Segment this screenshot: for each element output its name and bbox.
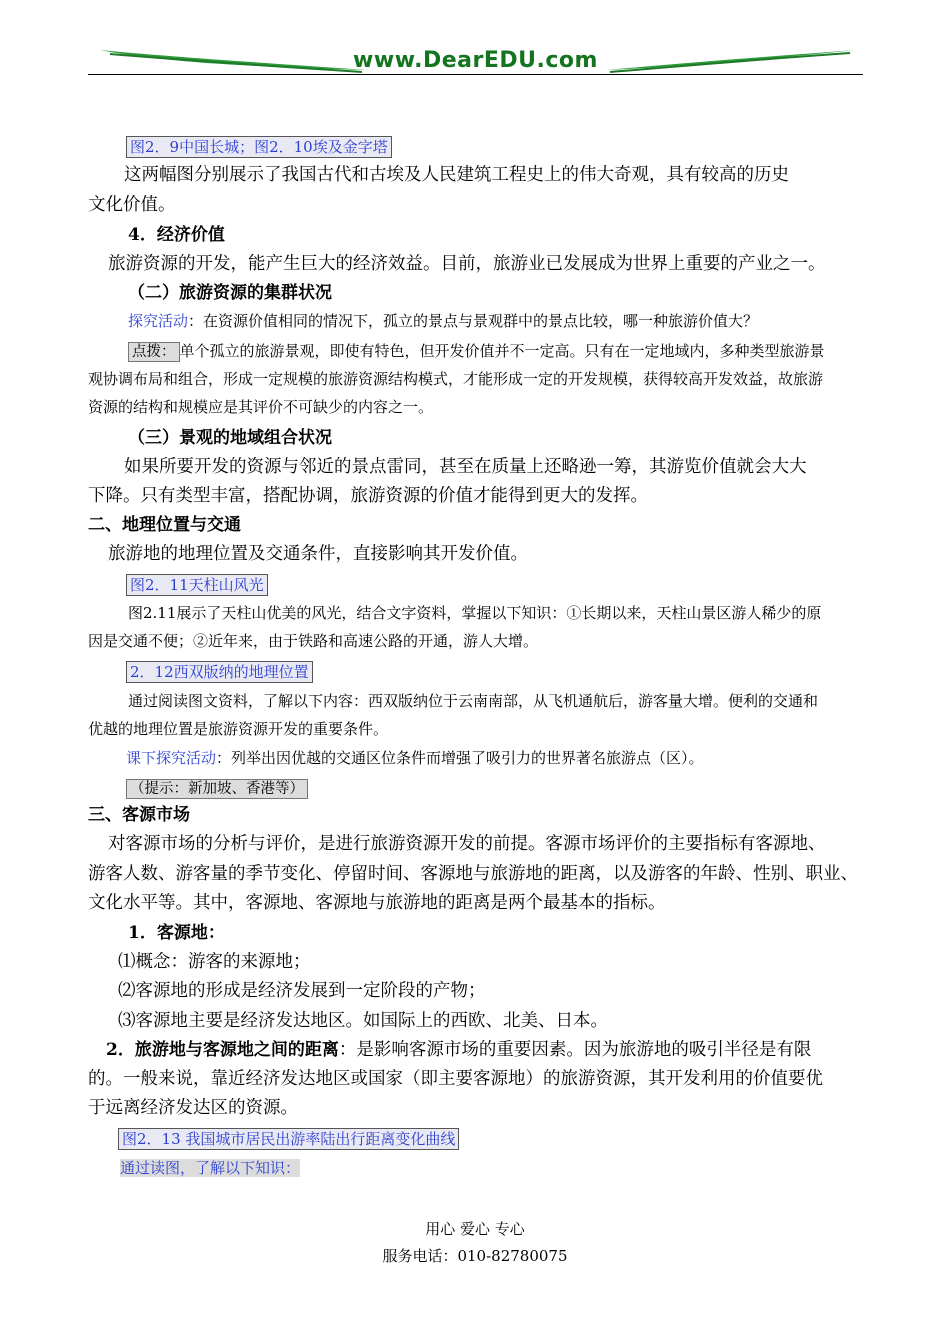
paragraph-line: 旅游资源的开发，能产生巨大的经济效益。目前，旅游业已发展成为世界上重要的产业之一。 xyxy=(108,254,826,274)
footer-phone: 服务电话：010-82780075 xyxy=(382,1247,568,1265)
tip-line: 资源的结构和规模应是其评价不可缺少的内容之一。 xyxy=(88,398,434,416)
paragraph-line: 通过阅读图文资料，了解以下内容：西双版纳位于云南南部，从飞机通航后，游客量大增。便利的交通和 xyxy=(128,692,819,710)
paragraph-line: 因是交通不便；②近年来，由于铁路和高速公路的开通，游人大增。 xyxy=(88,632,539,650)
read-figure-note: 通过读图，了解以下知识： xyxy=(120,1159,301,1177)
page-header xyxy=(88,44,863,78)
header-rule xyxy=(88,74,863,75)
paragraph-line: 文化水平等。其中，客源地、客源地与旅游地的距离是两个最基本的指标。 xyxy=(88,893,666,913)
figure-caption-2-13: 图2．13 我国城市居民出游率陆出行距离变化曲线 xyxy=(118,1128,459,1150)
section-heading-cluster: （二）旅游资源的集群状况 xyxy=(128,283,332,303)
subsection-heading-source: 1．客源地： xyxy=(128,923,225,943)
figure-caption-2-11: 图2．11天柱山风光 xyxy=(126,574,268,596)
paragraph-line: 于远离经济发达区的资源。 xyxy=(88,1098,298,1118)
site-logo[interactable]: www.DearEDU.com xyxy=(353,48,598,73)
figure-caption-2-9: 图2．9中国长城；图2．10埃及金字塔 xyxy=(126,136,392,158)
hint-box: （提示：新加坡、香港等） xyxy=(126,778,308,799)
section-heading-location: 二、地理位置与交通 xyxy=(88,515,241,535)
paragraph-line: 的。一般来说，靠近经济发达地区或国家（即主要客源地）的旅游资源，其开发利用的价值要优 xyxy=(88,1069,823,1089)
tip-label: 点拨： xyxy=(128,342,180,362)
list-item: ⑴概念：游客的来源地； xyxy=(118,952,311,972)
list-item: ⑶客源地主要是经济发达地区。如国际上的西欧、北美、日本。 xyxy=(118,1011,608,1031)
distance-paragraph: 2．旅游地与客源地之间的距离：是影响客源市场的重要因素。因为旅游地的吸引半径是有限 xyxy=(106,1040,812,1060)
paragraph-line: 游客人数、游客量的季节变化、停留时间、客源地与旅游地的距离，以及游客的年龄、性别、职业、 xyxy=(88,864,858,884)
inquiry-activity: 探究活动：在资源价值相同的情况下，孤立的景点与景观群中的景点比较，哪一种旅游价值大？ xyxy=(128,312,759,330)
figure-caption-2-12: 2．12西双版纳的地理位置 xyxy=(126,661,313,683)
paragraph-line: 如果所要开发的资源与邻近的景点雷同，甚至在质量上还略逊一筹，其游览价值就会大大 xyxy=(124,457,807,477)
section-heading-economic: 4．经济价值 xyxy=(128,225,225,245)
paragraph-line: 旅游地的地理位置及交通条件，直接影响其开发价值。 xyxy=(108,544,528,564)
paragraph-line: 对客源市场的分析与评价，是进行旅游资源开发的前提。客源市场评价的主要指标有客源地、 xyxy=(108,834,826,854)
tip-line: 点拨： 单个孤立的旅游景观，即使有特色，但开发价值并不一定高。只有在一定地域内，多种类型旅游景 xyxy=(128,337,825,365)
list-item: ⑵客源地的形成是经济发展到一定阶段的产物； xyxy=(118,981,486,1001)
paragraph-line: 下降。只有类型丰富，搭配协调，旅游资源的价值才能得到更大的发挥。 xyxy=(88,486,648,506)
right-swoosh-icon xyxy=(606,48,856,74)
after-class-inquiry: 课下探究活动：列举出因优越的交通区位条件而增强了吸引力的世界著名旅游点（区）。 xyxy=(126,749,704,767)
paragraph-line: 这两幅图分别展示了我国古代和古埃及人民建筑工程史上的伟大奇观，具有较高的历史 xyxy=(124,165,789,185)
paragraph-line: 图2.11展示了天柱山优美的风光，结合文字资料，掌握以下知识：①长期以来，天柱山景区游人稀少的原 xyxy=(128,604,822,622)
paragraph-line: 文化价值。 xyxy=(88,195,176,215)
section-heading-market: 三、客源市场 xyxy=(88,805,190,825)
section-heading-region: （三）景观的地域组合状况 xyxy=(128,428,332,448)
paragraph-line: 优越的地理位置是旅游资源开发的重要条件。 xyxy=(88,720,389,738)
footer-slogan: 用心 爱心 专心 xyxy=(425,1220,525,1238)
tip-line: 观协调布局和组合，形成一定规模的旅游资源结构模式，才能形成一定的开发规模，获得较高开发效益，故旅游 xyxy=(88,370,824,388)
